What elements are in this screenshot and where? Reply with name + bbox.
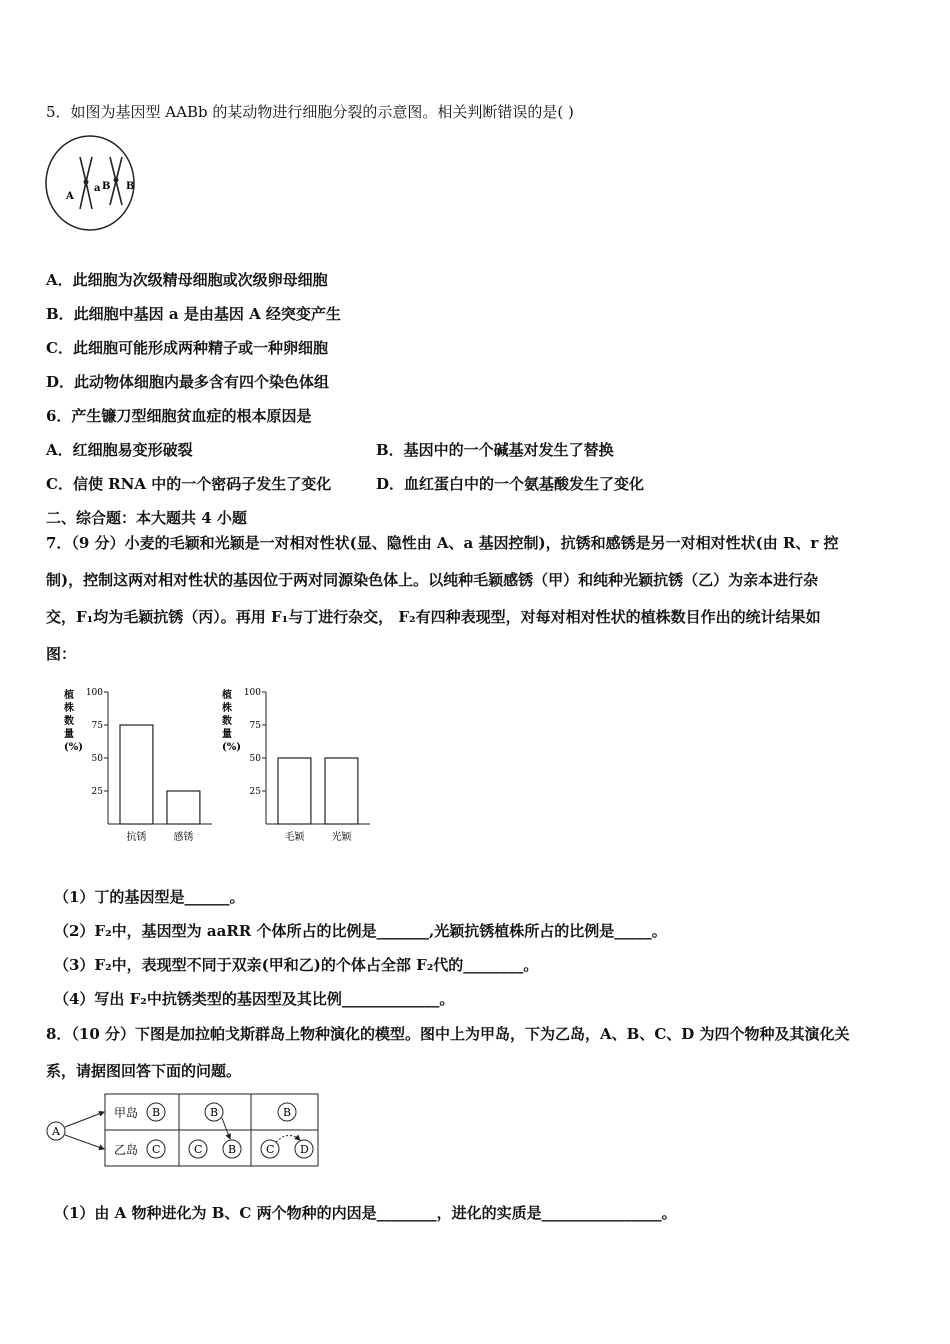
q5-option-b: B．此细胞中基因 a 是由基因 A 经突变产生 [46, 305, 341, 323]
q6-option-a: A．红细胞易变形破裂 [46, 441, 193, 459]
q6-option-c: C．信使 RNA 中的一个密码子发生了变化 [46, 475, 332, 493]
x-tick-label: 光颖 [331, 832, 352, 843]
y-tick-label: 75 [91, 721, 103, 731]
x-tick-label: 感锈 [173, 832, 194, 843]
bar-感锈 [167, 791, 200, 824]
y-tick-label: 75 [249, 721, 261, 731]
q6-stem: 6．产生镰刀型细胞贫血症的根本原因是 [46, 407, 312, 425]
label-B-right: B [126, 181, 135, 192]
y-tick-label: 25 [91, 787, 103, 797]
bottom-species-3: B [228, 1143, 237, 1156]
y-axis-label: 数 [222, 716, 232, 727]
q8-line-1: 8．（10 分）下图是加拉帕戈斯群岛上物种演化的模型。图中上为甲岛，下为乙岛，A、B、C、D 为四个物种及其演化关 [46, 1025, 850, 1043]
y-tick-label: 25 [249, 787, 261, 797]
chart-glume-type [218, 684, 378, 846]
q5-stem: 5．如图为基因型 AABb 的某动物进行细胞分裂的示意图。相关判断错误的是( ) [46, 103, 574, 121]
bottom-species-1: C [152, 1143, 161, 1156]
y-axis-label: 植 [64, 690, 74, 701]
y-tick-label: 100 [243, 688, 261, 698]
q6-option-d: D．血红蛋白中的一个氨基酸发生了变化 [376, 475, 645, 493]
top-species-2: B [210, 1106, 219, 1119]
x-tick-label: 毛颖 [284, 832, 305, 843]
cell-division-diagram [44, 133, 140, 233]
q7-sub-3: （3）F₂中，表现型不同于双亲(甲和乙)的个体占全部 F₂代的________。 [54, 956, 539, 974]
y-axis-label: (%) [222, 742, 241, 753]
q8-sub-1: （1）由 A 物种进化为 B、C 两个物种的内因是________，进化的实质是________________。 [54, 1204, 677, 1222]
bar-光颖 [325, 758, 358, 824]
y-axis-label: 量 [222, 729, 232, 740]
y-tick-label: 50 [249, 754, 261, 764]
chart-rust-resistance [60, 684, 220, 846]
bottom-species-4: C [266, 1143, 275, 1156]
y-axis-label: 数 [64, 716, 74, 727]
label-A: A [66, 191, 74, 202]
x-tick-label: 抗锈 [126, 832, 147, 843]
q7-line-2: 制)，控制这两对相对性状的基因位于两对同源染色体上。以纯种毛颖感锈（甲）和纯种光颖抗锈（乙）为亲本进行杂 [46, 571, 819, 589]
y-tick-label: 50 [91, 754, 103, 764]
y-tick-label: 100 [85, 688, 103, 698]
section-heading: 二、综合题：本大题共 4 小题 [46, 509, 247, 527]
q7-line-4: 图： [46, 645, 77, 663]
q8-line-2: 系，请据图回答下面的问题。 [46, 1062, 242, 1080]
species-A: A [52, 1125, 60, 1138]
bar-毛颖 [278, 758, 311, 824]
y-axis-label: 量 [64, 729, 74, 740]
q5-option-d: D．此动物体细胞内最多含有四个染色体组 [46, 373, 330, 391]
top-species-1: B [152, 1106, 161, 1119]
bottom-species-5: D [300, 1143, 309, 1156]
y-axis-label: 株 [222, 703, 232, 714]
y-axis-label: 植 [222, 690, 232, 701]
island-top-label: 甲岛 [114, 1106, 139, 1120]
q7-sub-4: （4）写出 F₂中抗锈类型的基因型及其比例_____________。 [54, 990, 455, 1008]
q7-sub-2: （2）F₂中，基因型为 aaRR 个体所占的比例是_______,光颖抗锈植株所占的比例是_____。 [54, 922, 667, 940]
q5-option-a: A．此细胞为次级精母细胞或次级卵母细胞 [46, 271, 328, 289]
top-species-3: B [283, 1106, 292, 1119]
q7-line-1: 7．（9 分）小麦的毛颖和光颖是一对相对性状(显、隐性由 A、a 基因控制)，抗锈和感锈是另一对相对性状(由 R、r 控 [46, 534, 839, 552]
q6-option-b: B．基因中的一个碱基对发生了替换 [376, 441, 614, 459]
q7-line-3: 交，F₁均为毛颖抗锈（丙）。再用 F₁与丁进行杂交， F₂有四种表现型，对每对相对性状的植株数目作出的统计结果如 [46, 608, 821, 626]
q5-option-c: C．此细胞可能形成两种精子或一种卵细胞 [46, 339, 328, 357]
label-a: a [94, 183, 101, 194]
y-axis-label: 株 [64, 703, 74, 714]
island-bottom-label: 乙岛 [114, 1143, 139, 1157]
bar-抗锈 [120, 725, 153, 824]
q7-sub-1: （1）丁的基因型是______。 [54, 888, 245, 906]
species-evolution-diagram [44, 1092, 324, 1170]
bottom-species-2: C [194, 1143, 203, 1156]
label-B-left: B [102, 181, 111, 192]
y-axis-label: (%) [64, 742, 83, 753]
